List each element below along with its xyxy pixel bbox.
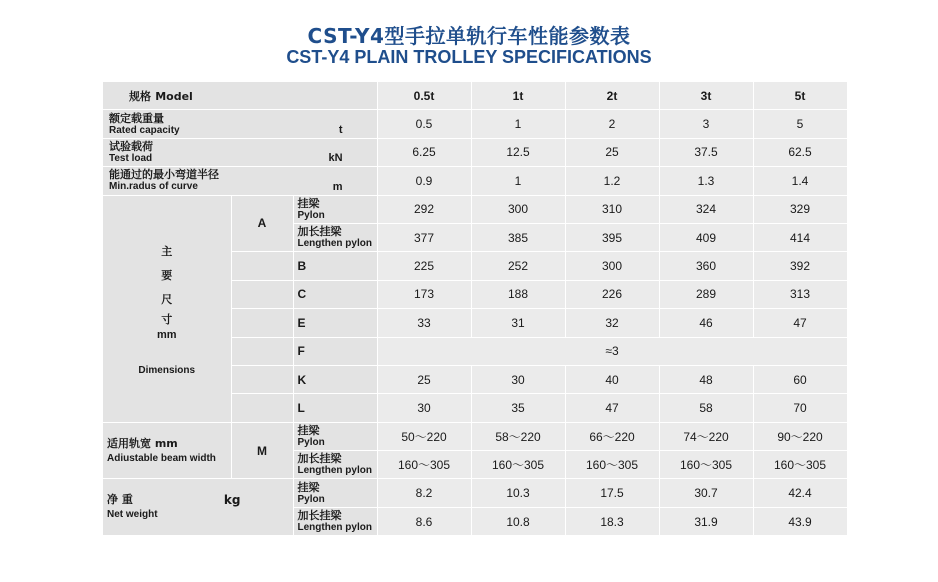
beam-pylon-label [293, 422, 377, 450]
rated-capacity-3: 3 [659, 110, 753, 138]
dim-b-3: 360 [659, 252, 753, 280]
dim-a-pylon-cn: 挂梁 [297, 196, 320, 210]
weight-pylon-3: 30.7 [659, 479, 753, 507]
min-radius-en: Min.radus of curve [109, 181, 198, 193]
rated-capacity-0: 0.5 [377, 110, 471, 138]
weight-pylon-cn: 挂梁 [297, 480, 320, 494]
weight-pylon-row [103, 479, 847, 507]
net-weight-label [103, 479, 293, 536]
dim-a-lengthen-1: 385 [471, 223, 565, 251]
dim-l-0: 30 [377, 394, 471, 422]
dim-c-spacer [231, 280, 293, 308]
dim-b-spacer [231, 252, 293, 280]
dim-e-2: 32 [565, 309, 659, 337]
dimensions-cn-1: 主 [161, 244, 173, 258]
dim-c-1: 188 [471, 280, 565, 308]
dim-a-pylon-row [103, 195, 847, 223]
weight-pylon-0: 8.2 [377, 479, 471, 507]
rated-capacity-1: 1 [471, 110, 565, 138]
model-label-en: Model [155, 89, 193, 103]
test-load-label [103, 138, 377, 166]
dim-k-label: K [293, 365, 377, 393]
dim-b-label: B [293, 252, 377, 280]
dim-e-3: 46 [659, 309, 753, 337]
spec-table [103, 82, 848, 536]
dim-k-0: 25 [377, 365, 471, 393]
weight-lengthen-2: 18.3 [565, 507, 659, 535]
beam-width-cn: 适用轨宽 mm [107, 436, 178, 450]
min-radius-row [103, 167, 847, 195]
rated-capacity-label [103, 110, 377, 138]
dim-a-lengthen-en: Lengthen pylon [297, 238, 372, 250]
dim-l-spacer [231, 394, 293, 422]
weight-lengthen-1: 10.8 [471, 507, 565, 535]
dim-e-4: 47 [753, 309, 847, 337]
dim-l-4: 70 [753, 394, 847, 422]
beam-lengthen-cn: 加长挂梁 [297, 452, 342, 466]
dimensions-cn-2: 要 [161, 268, 173, 282]
beam-lengthen-label [293, 451, 377, 479]
weight-lengthen-label [293, 507, 377, 535]
weight-lengthen-cn: 加长挂梁 [297, 509, 342, 523]
min-radius-0: 0.9 [377, 167, 471, 195]
net-weight-cn: 净 重 [107, 493, 133, 507]
model-3: 3t [659, 82, 753, 110]
dim-a-lengthen-2: 395 [565, 223, 659, 251]
test-load-unit: kN [328, 152, 343, 165]
dim-a-pylon-2: 310 [565, 195, 659, 223]
min-radius-4: 1.4 [753, 167, 847, 195]
weight-pylon-label [293, 479, 377, 507]
rated-capacity-4: 5 [753, 110, 847, 138]
dimensions-cn-4: 寸 [161, 312, 173, 326]
dim-a-pylon-3: 324 [659, 195, 753, 223]
dim-l-1: 35 [471, 394, 565, 422]
dim-a-lengthen-cn: 加长挂梁 [297, 225, 342, 239]
model-2: 2t [565, 82, 659, 110]
dim-b-4: 392 [753, 252, 847, 280]
weight-pylon-2: 17.5 [565, 479, 659, 507]
test-load-3: 37.5 [659, 138, 753, 166]
dimensions-label [103, 195, 231, 422]
net-weight-en: Net weight [107, 509, 158, 521]
beam-pylon-en: Pylon [297, 436, 325, 448]
weight-pylon-en: Pylon [297, 493, 325, 505]
dim-a-label: A [231, 195, 293, 252]
beam-width-label [103, 422, 231, 479]
dim-c-label: C [293, 280, 377, 308]
dim-l-3: 58 [659, 394, 753, 422]
beam-pylon-0: 50～220 [377, 422, 471, 450]
dimensions-unit: mm [156, 328, 177, 341]
model-label [103, 82, 377, 110]
beam-width-en: Adiustable beam width [107, 452, 216, 464]
weight-lengthen-en: Lengthen pylon [297, 522, 372, 534]
dim-c-4: 313 [753, 280, 847, 308]
min-radius-cn: 能通过的最小弯道半径 [109, 168, 219, 182]
dim-a-lengthen-3: 409 [659, 223, 753, 251]
beam-lengthen-4: 160～305 [753, 451, 847, 479]
rated-capacity-2: 2 [565, 110, 659, 138]
dim-f-value: ≈3 [377, 337, 847, 365]
dim-l-label: L [293, 394, 377, 422]
beam-lengthen-en: Lengthen pylon [297, 465, 372, 477]
test-load-2: 25 [565, 138, 659, 166]
beam-pylon-cn: 挂梁 [297, 423, 320, 437]
weight-pylon-1: 10.3 [471, 479, 565, 507]
beam-pylon-3: 74～220 [659, 422, 753, 450]
weight-lengthen-4: 43.9 [753, 507, 847, 535]
dim-e-0: 33 [377, 309, 471, 337]
dim-c-2: 226 [565, 280, 659, 308]
beam-pylon-row [103, 422, 847, 450]
beam-lengthen-1: 160～305 [471, 451, 565, 479]
dim-a-pylon-label [293, 195, 377, 223]
rated-capacity-en: Rated capacity [109, 124, 180, 136]
test-load-row [103, 138, 847, 166]
rated-capacity-unit: t [338, 123, 343, 136]
dim-e-spacer [231, 309, 293, 337]
beam-lengthen-2: 160～305 [565, 451, 659, 479]
dim-b-2: 300 [565, 252, 659, 280]
dimensions-cn-3: 尺 [161, 292, 173, 306]
test-load-en: Test load [109, 152, 153, 164]
min-radius-2: 1.2 [565, 167, 659, 195]
header-row [103, 82, 847, 110]
dim-a-pylon-4: 329 [753, 195, 847, 223]
dim-k-1: 30 [471, 365, 565, 393]
test-load-cn: 试验载荷 [109, 139, 153, 153]
beam-lengthen-3: 160～305 [659, 451, 753, 479]
dim-b-1: 252 [471, 252, 565, 280]
dim-c-3: 289 [659, 280, 753, 308]
min-radius-3: 1.3 [659, 167, 753, 195]
title-chinese: CST-Y4型手拉单轨行车性能参数表 [307, 24, 631, 48]
dim-k-spacer [231, 365, 293, 393]
dim-b-0: 225 [377, 252, 471, 280]
net-weight-unit: kg [223, 493, 241, 508]
test-load-0: 6.25 [377, 138, 471, 166]
dim-l-2: 47 [565, 394, 659, 422]
weight-lengthen-0: 8.6 [377, 507, 471, 535]
title-english: CST-Y4 PLAIN TROLLEY SPECIFICATIONS [286, 47, 652, 67]
dim-k-2: 40 [565, 365, 659, 393]
test-load-1: 12.5 [471, 138, 565, 166]
dim-k-4: 60 [753, 365, 847, 393]
rated-capacity-row [103, 110, 847, 138]
dim-a-pylon-1: 300 [471, 195, 565, 223]
min-radius-label [103, 167, 377, 195]
dim-e-1: 31 [471, 309, 565, 337]
model-0: 0.5t [377, 82, 471, 110]
dim-c-0: 173 [377, 280, 471, 308]
dim-a-lengthen-4: 414 [753, 223, 847, 251]
dim-a-pylon-0: 292 [377, 195, 471, 223]
dim-a-lengthen-label [293, 223, 377, 251]
test-load-4: 62.5 [753, 138, 847, 166]
beam-pylon-2: 66～220 [565, 422, 659, 450]
min-radius-1: 1 [471, 167, 565, 195]
beam-group-label: M [231, 422, 293, 479]
rated-capacity-cn: 额定载重量 [109, 111, 164, 125]
dim-a-lengthen-0: 377 [377, 223, 471, 251]
dim-e-label: E [293, 309, 377, 337]
model-4: 5t [753, 82, 847, 110]
beam-pylon-1: 58～220 [471, 422, 565, 450]
dimensions-en: Dimensions [138, 364, 196, 376]
min-radius-unit: m [332, 180, 343, 193]
dim-f-label: F [293, 337, 377, 365]
dim-k-3: 48 [659, 365, 753, 393]
weight-pylon-4: 42.4 [753, 479, 847, 507]
model-label-cn: 规格 [129, 89, 151, 103]
beam-pylon-4: 90～220 [753, 422, 847, 450]
model-1: 1t [471, 82, 565, 110]
dim-a-pylon-en: Pylon [297, 209, 325, 221]
beam-lengthen-0: 160～305 [377, 451, 471, 479]
dim-f-spacer [231, 337, 293, 365]
weight-lengthen-3: 31.9 [659, 507, 753, 535]
